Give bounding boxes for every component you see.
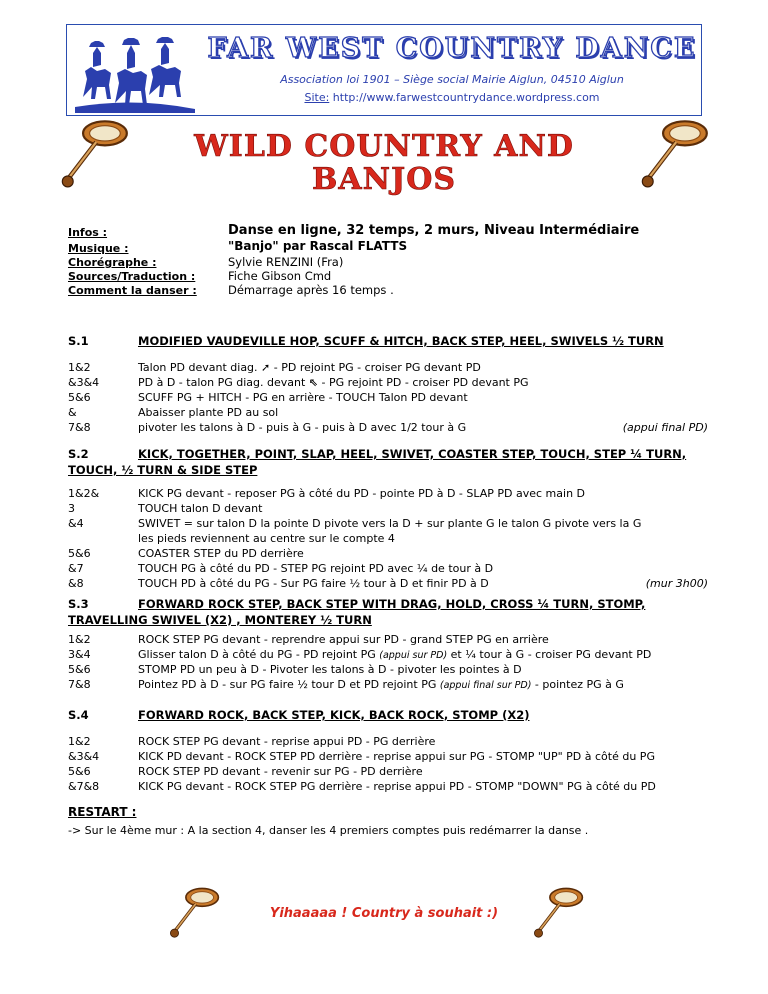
- step-count: 5&6: [68, 765, 91, 778]
- comment-value: Démarrage après 16 temps .: [228, 283, 394, 297]
- step-row: [68, 531, 708, 546]
- step-count: 1&2&: [68, 487, 100, 500]
- step-row: [68, 390, 708, 405]
- site-label: Site:: [304, 91, 330, 104]
- step-count: 1&2: [68, 735, 91, 748]
- section-4-number: S.4: [68, 708, 89, 722]
- musique-value: "Banjo" par Rascal FLATTS: [228, 239, 408, 253]
- step-row: [68, 576, 708, 591]
- org-name: FAR WEST COUNTRY DANCE: [207, 33, 697, 64]
- step-count: 5&6: [68, 547, 91, 560]
- step-description: ROCK STEP PG devant - reprendre appui sur PD - grand STEP PG en arrière: [138, 633, 549, 646]
- footer-slogan: Yihaaaaa ! Country à souhait :): [269, 906, 499, 921]
- step-description: [138, 375, 708, 390]
- step-row: [68, 420, 708, 435]
- site-line: [207, 91, 697, 104]
- step-text: et ¼ tour à G - croiser PG devant PD: [447, 648, 652, 661]
- step-description: SCUFF PG + HITCH - PG en arrière - TOUCH Talon PD devant: [138, 391, 468, 404]
- choregraphe-value: Sylvie RENZINI (Fra): [228, 255, 344, 269]
- section-2-heading: [68, 446, 712, 478]
- dance-title: [150, 130, 618, 196]
- section-4-heading: [68, 708, 712, 722]
- restart-title: RESTART :: [68, 805, 137, 819]
- site-url-link[interactable]: http://www.farwestcountrydance.wordpress.com: [332, 91, 600, 104]
- section-1-number: S.1: [68, 334, 89, 348]
- comment-label: Comment la danser :: [68, 284, 197, 297]
- step-text: Glisser talon D à côté du PG - PD rejoint PG: [138, 648, 380, 661]
- step-note: (mur 3h00): [645, 577, 708, 590]
- step-description: Abaisser plante PD au sol: [138, 406, 279, 419]
- step-count: 5&6: [68, 391, 91, 404]
- step-count: &3&4: [68, 376, 100, 389]
- step-text: Pointez PD à D - sur PG faire ½ tour D et PD rejoint PG: [138, 678, 440, 691]
- step-row: [68, 662, 708, 677]
- section-1-title: MODIFIED VAUDEVILLE HOP, SCUFF & HITCH, BACK STEP, HEEL, SWIVELS ½ TURN: [138, 334, 664, 348]
- step-count: &7&8: [68, 780, 100, 793]
- step-row: [68, 501, 708, 516]
- step-row: [68, 632, 708, 647]
- step-text: Talon PD devant diag.: [138, 361, 258, 374]
- sources-value: Fiche Gibson Cmd: [228, 269, 332, 283]
- step-aside: (appui sur PD): [379, 650, 448, 661]
- step-row: [68, 764, 708, 779]
- step-count: &7: [68, 562, 84, 575]
- step-description: SWIVET = sur talon D la pointe D pivote vers la D + sur plante G le talon G pivote vers la G: [138, 517, 642, 530]
- step-description: [138, 360, 708, 375]
- step-count: &3&4: [68, 750, 100, 763]
- banjo-icon: [58, 118, 130, 188]
- banjo-icon: [638, 118, 710, 188]
- step-description: [138, 677, 708, 693]
- section-3-number: S.3: [68, 597, 89, 611]
- diagonal-arrow-icon: ⇖: [308, 376, 318, 389]
- step-description: KICK PD devant - ROCK STEP PD derrière - reprise appui sur PG - STOMP "UP" PD à côté du PG: [138, 750, 655, 763]
- header-box: [66, 24, 702, 116]
- step-description: les pieds reviennent au centre sur le compte 4: [138, 532, 395, 545]
- step-count: 3&4: [68, 648, 91, 661]
- section-2-title: KICK, TOGETHER, POINT, SLAP, HEEL, SWIVET, COASTER STEP, TOUCH, STEP ¼ TURN, TOUCH, ½ TURN & SIDE STEP: [68, 447, 687, 477]
- choregraphe-label: Chorégraphe :: [68, 256, 157, 269]
- step-count: &4: [68, 517, 84, 530]
- step-row: [68, 647, 708, 662]
- step-row: [68, 360, 708, 375]
- infos-label: Infos :: [68, 226, 108, 239]
- step-row: [68, 516, 708, 531]
- step-count: 1&2: [68, 361, 91, 374]
- step-description: TOUCH PD à côté du PG - Sur PG faire ½ tour à D et finir PD à D: [138, 577, 489, 590]
- step-row: [68, 749, 708, 764]
- step-count: &8: [68, 577, 84, 590]
- sources-label: Sources/Traduction :: [68, 270, 196, 283]
- step-aside: (appui final sur PD): [439, 680, 532, 691]
- banjo-icon: [532, 886, 584, 938]
- musique-label: Musique :: [68, 242, 129, 255]
- step-count: 1&2: [68, 633, 91, 646]
- step-description: COASTER STEP du PD derrière: [138, 547, 304, 560]
- section-3-heading: [68, 596, 712, 628]
- step-row: [68, 677, 708, 692]
- infos-value: Danse en ligne, 32 temps, 2 murs, Niveau Intermédiaire: [228, 223, 640, 238]
- step-description: TOUCH PG à côté du PD - STEP PG rejoint PD avec ¼ de tour à D: [138, 562, 494, 575]
- step-description: pivoter les talons à D - puis à G - puis à D avec 1/2 tour à G: [138, 421, 467, 434]
- step-count: &: [68, 406, 77, 419]
- dance-title-line-2: BANJOS: [311, 162, 457, 197]
- step-count: 3: [68, 502, 75, 515]
- section-3-title: FORWARD ROCK STEP, BACK STEP WITH DRAG, HOLD, CROSS ¼ TURN, STOMP, TRAVELLING SWIVEL (X2) , MONTEREY ½ TURN: [68, 597, 646, 627]
- step-row: [68, 486, 708, 501]
- step-row: [68, 779, 708, 794]
- step-description: KICK PG devant - ROCK STEP PG derrière - reprise appui PD - STOMP "DOWN" PG à côté du PD: [138, 780, 656, 793]
- step-count: 5&6: [68, 663, 91, 676]
- dance-title-line-1: WILD COUNTRY AND: [194, 129, 574, 164]
- step-description: ROCK STEP PG devant - reprise appui PD - PG derrière: [138, 735, 436, 748]
- section-2-number: S.2: [68, 447, 89, 461]
- step-text: PD à D - talon PG diag. devant: [138, 376, 306, 389]
- step-count: 7&8: [68, 678, 91, 691]
- step-description: TOUCH talon D devant: [138, 502, 263, 515]
- step-note: (appui final PD): [622, 421, 708, 434]
- step-description: KICK PG devant - reposer PG à côté du PD - pointe PD à D - SLAP PD avec main D: [138, 487, 586, 500]
- step-text: - pointez PG à G: [531, 678, 624, 691]
- banjo-icon: [168, 886, 220, 938]
- step-row: [68, 734, 708, 749]
- cowboys-on-horses-logo: [75, 27, 195, 113]
- step-description: STOMP PD un peu à D - Pivoter les talons à D - pivoter les pointes à D: [138, 663, 522, 676]
- diagonal-arrow-icon: ➚: [261, 361, 271, 374]
- step-text: - PG rejoint PD - croiser PD devant PG: [318, 376, 529, 389]
- section-1-heading: [68, 334, 712, 348]
- association-info: Association loi 1901 – Siège social Mairie Aiglun, 04510 Aiglun: [280, 73, 624, 86]
- step-row: [68, 561, 708, 576]
- step-text: - PD rejoint PG - croiser PG devant PD: [270, 361, 481, 374]
- restart-text: -> Sur le 4ème mur : A la section 4, danser les 4 premiers comptes puis redémarrer la danse .: [68, 824, 589, 837]
- step-row: [68, 546, 708, 561]
- step-row: [68, 405, 708, 420]
- step-count: 7&8: [68, 421, 91, 434]
- step-row: [68, 375, 708, 390]
- step-description: [138, 647, 708, 663]
- step-description: ROCK STEP PD devant - revenir sur PG - PD derrière: [138, 765, 423, 778]
- section-4-title: FORWARD ROCK, BACK STEP, KICK, BACK ROCK, STOMP (X2): [138, 708, 530, 722]
